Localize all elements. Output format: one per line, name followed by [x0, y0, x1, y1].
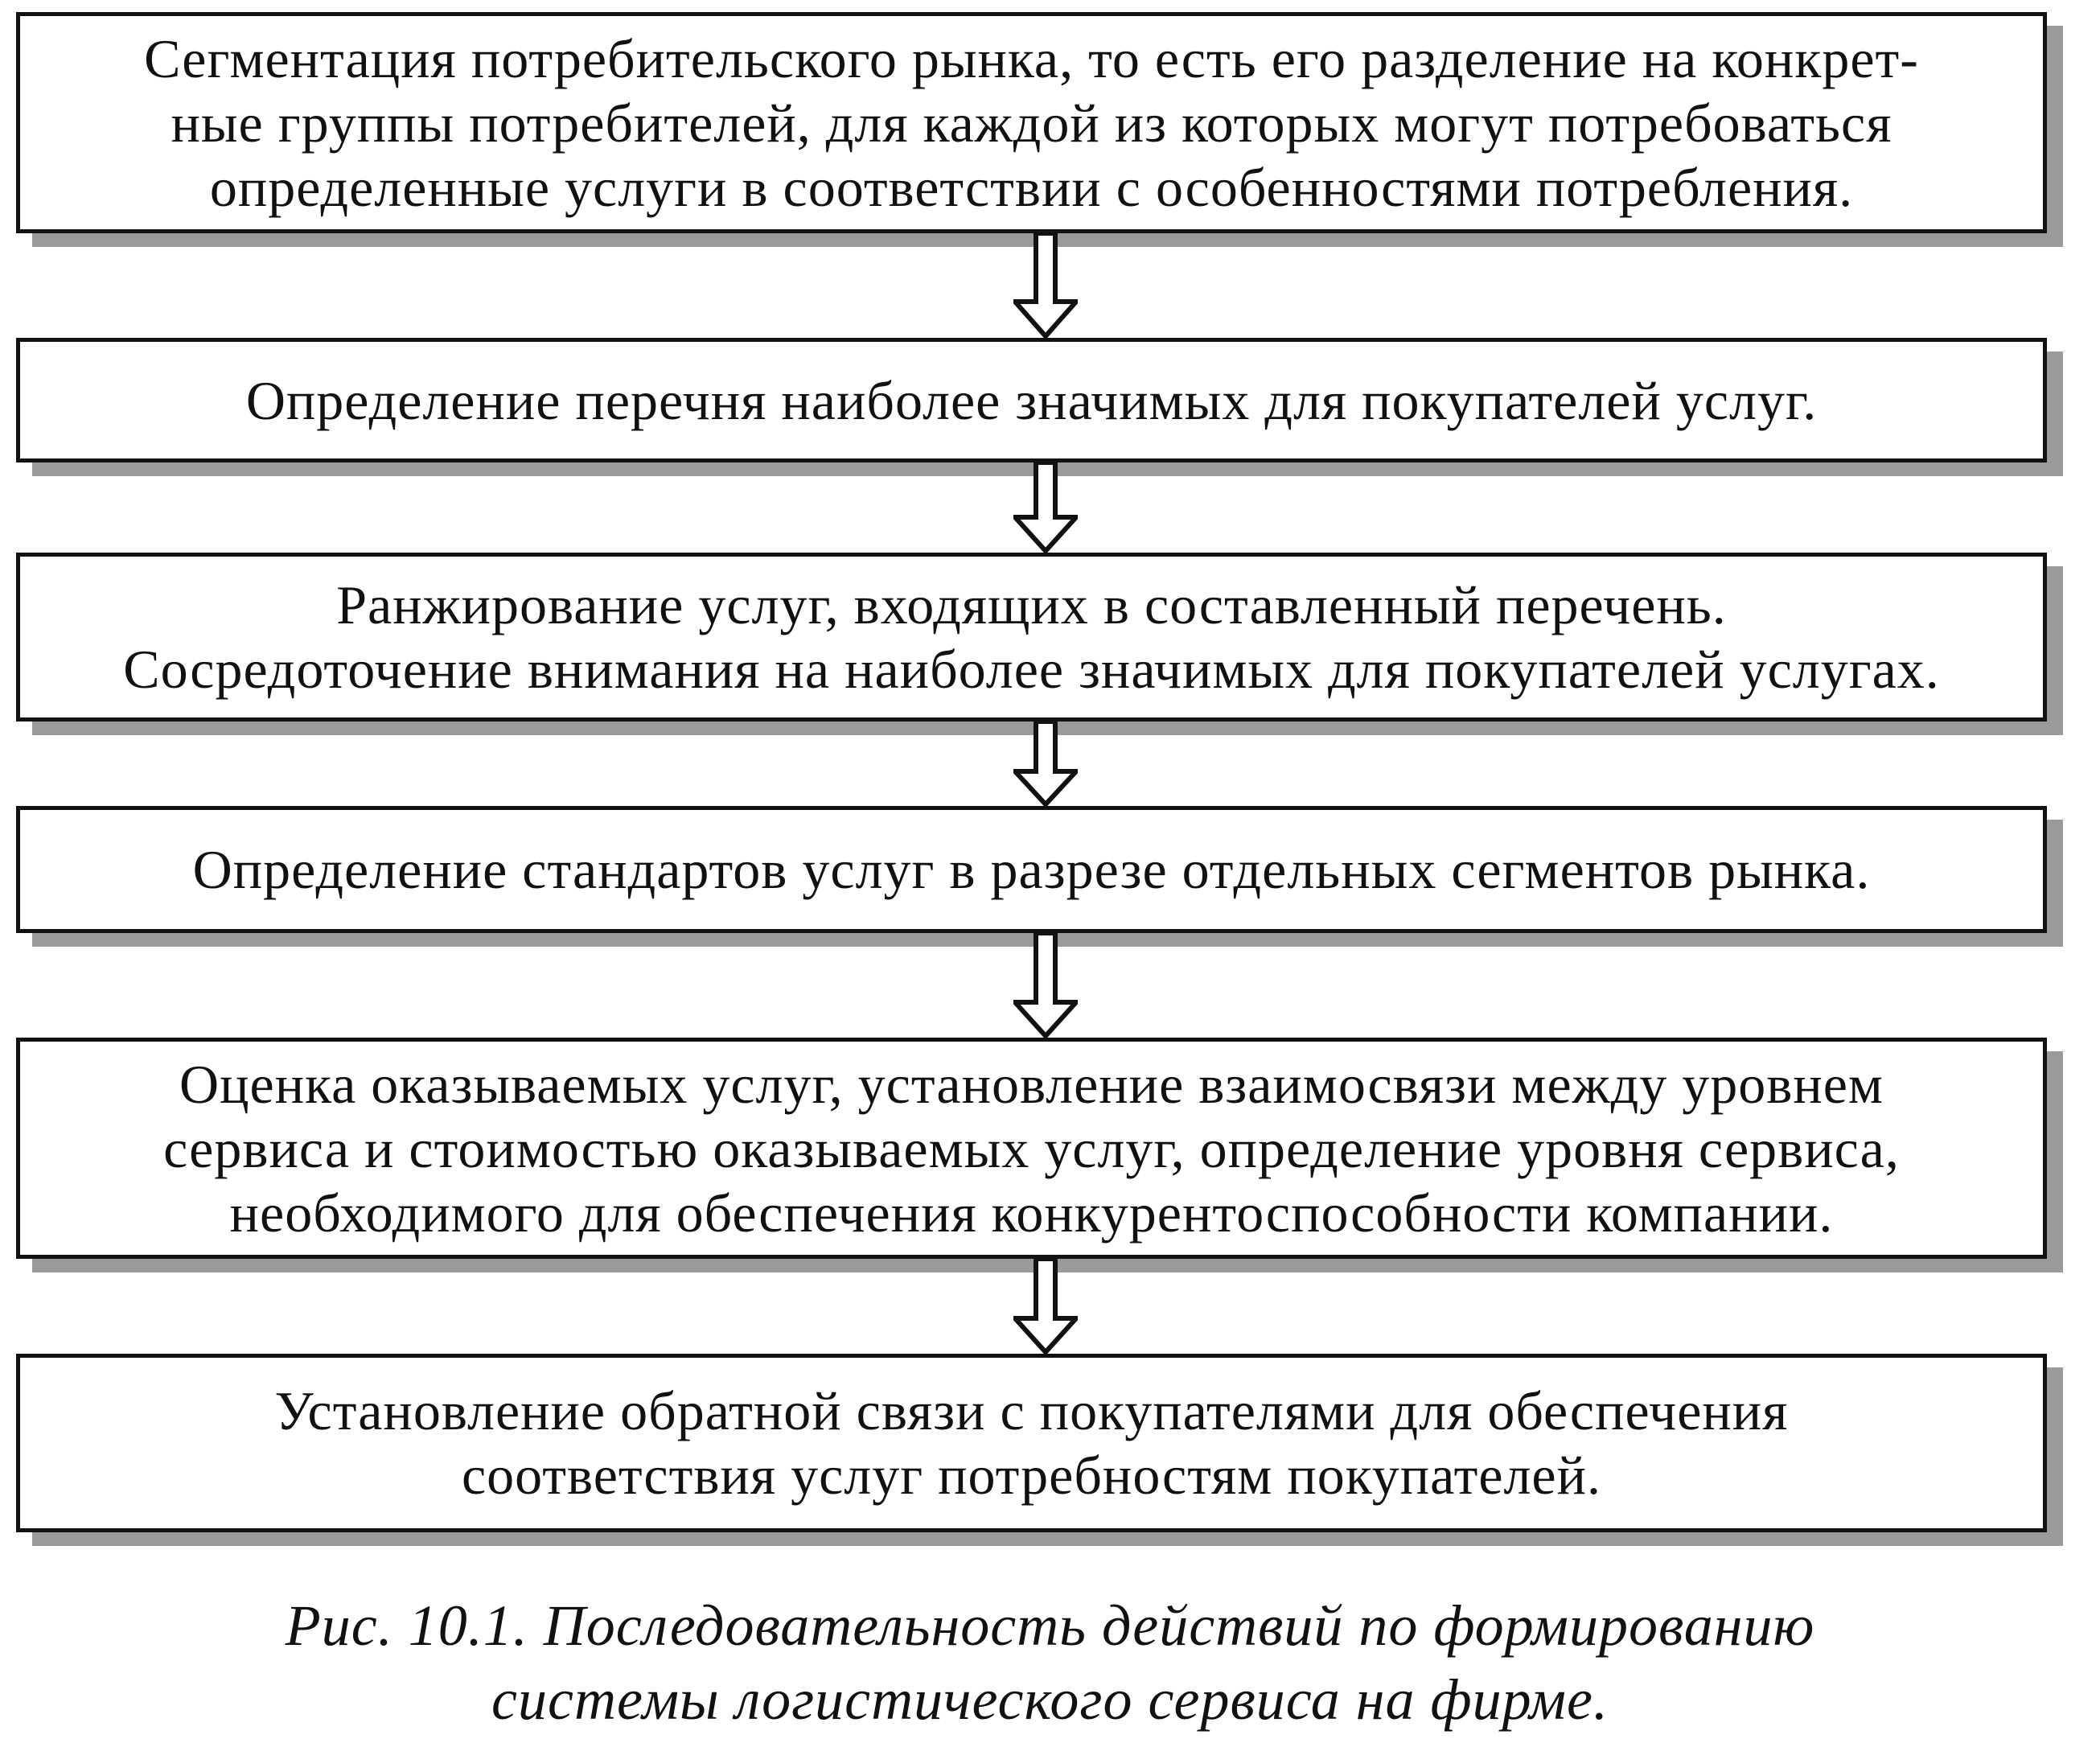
step-3-line-1: Ранжирование услуг, входящих в составленный перечень. — [336, 574, 1727, 635]
step-3-line-2: Сосредоточение внимания на наиболее значимых для покупателей услугах. — [123, 639, 1940, 700]
down-arrow-icon — [1013, 233, 1078, 338]
flow-step-1 — [16, 12, 2047, 233]
down-arrow-icon — [1013, 1259, 1078, 1354]
step-1-line-2: ные группы потребителей, для каждой из которых могут потребоваться — [171, 92, 1892, 154]
step-5-line-2: сервиса и стоимостью оказываемых услуг, определение уровня сервиса, — [163, 1117, 1900, 1179]
step-6-line-2: соответствия услуг потребностям покупателей. — [461, 1445, 1601, 1506]
flow-step-5 — [16, 1038, 2047, 1259]
step-5-line-3: необходимого для обеспечения конкурентоспособности компании. — [229, 1182, 1834, 1244]
flow-step-2 — [16, 338, 2047, 462]
step-2-line-1: Определение перечня наиболее значимых для покупателей услуг. — [245, 369, 1818, 431]
step-4-line-1: Определение стандартов услуг в разрезе отдельных сегментов рынка. — [192, 839, 1871, 900]
caption-line-1: Рис. 10.1. Последовательность действий по формированию — [285, 1593, 1815, 1658]
flow-step-6 — [16, 1354, 2047, 1532]
flow-step-3 — [16, 553, 2047, 722]
down-arrow-icon — [1013, 462, 1078, 553]
step-6-line-1: Установление обратной связи с покупателями для обеспечения — [274, 1380, 1789, 1441]
caption-line-2: системы логистического сервиса на фирме. — [491, 1667, 1609, 1732]
figure-caption — [0, 1589, 2100, 1737]
down-arrow-icon — [1013, 933, 1078, 1038]
step-1-line-3: определенные услуги в соответствии с особенностями потребления. — [209, 156, 1854, 218]
flow-step-4 — [16, 806, 2047, 933]
step-5-line-1: Оценка оказываемых услуг, установление взаимосвязи между уровнем — [179, 1053, 1884, 1115]
down-arrow-icon — [1013, 722, 1078, 806]
step-1-line-1: Сегментация потребительского рынка, то есть его разделение на конкрет- — [144, 27, 1919, 89]
